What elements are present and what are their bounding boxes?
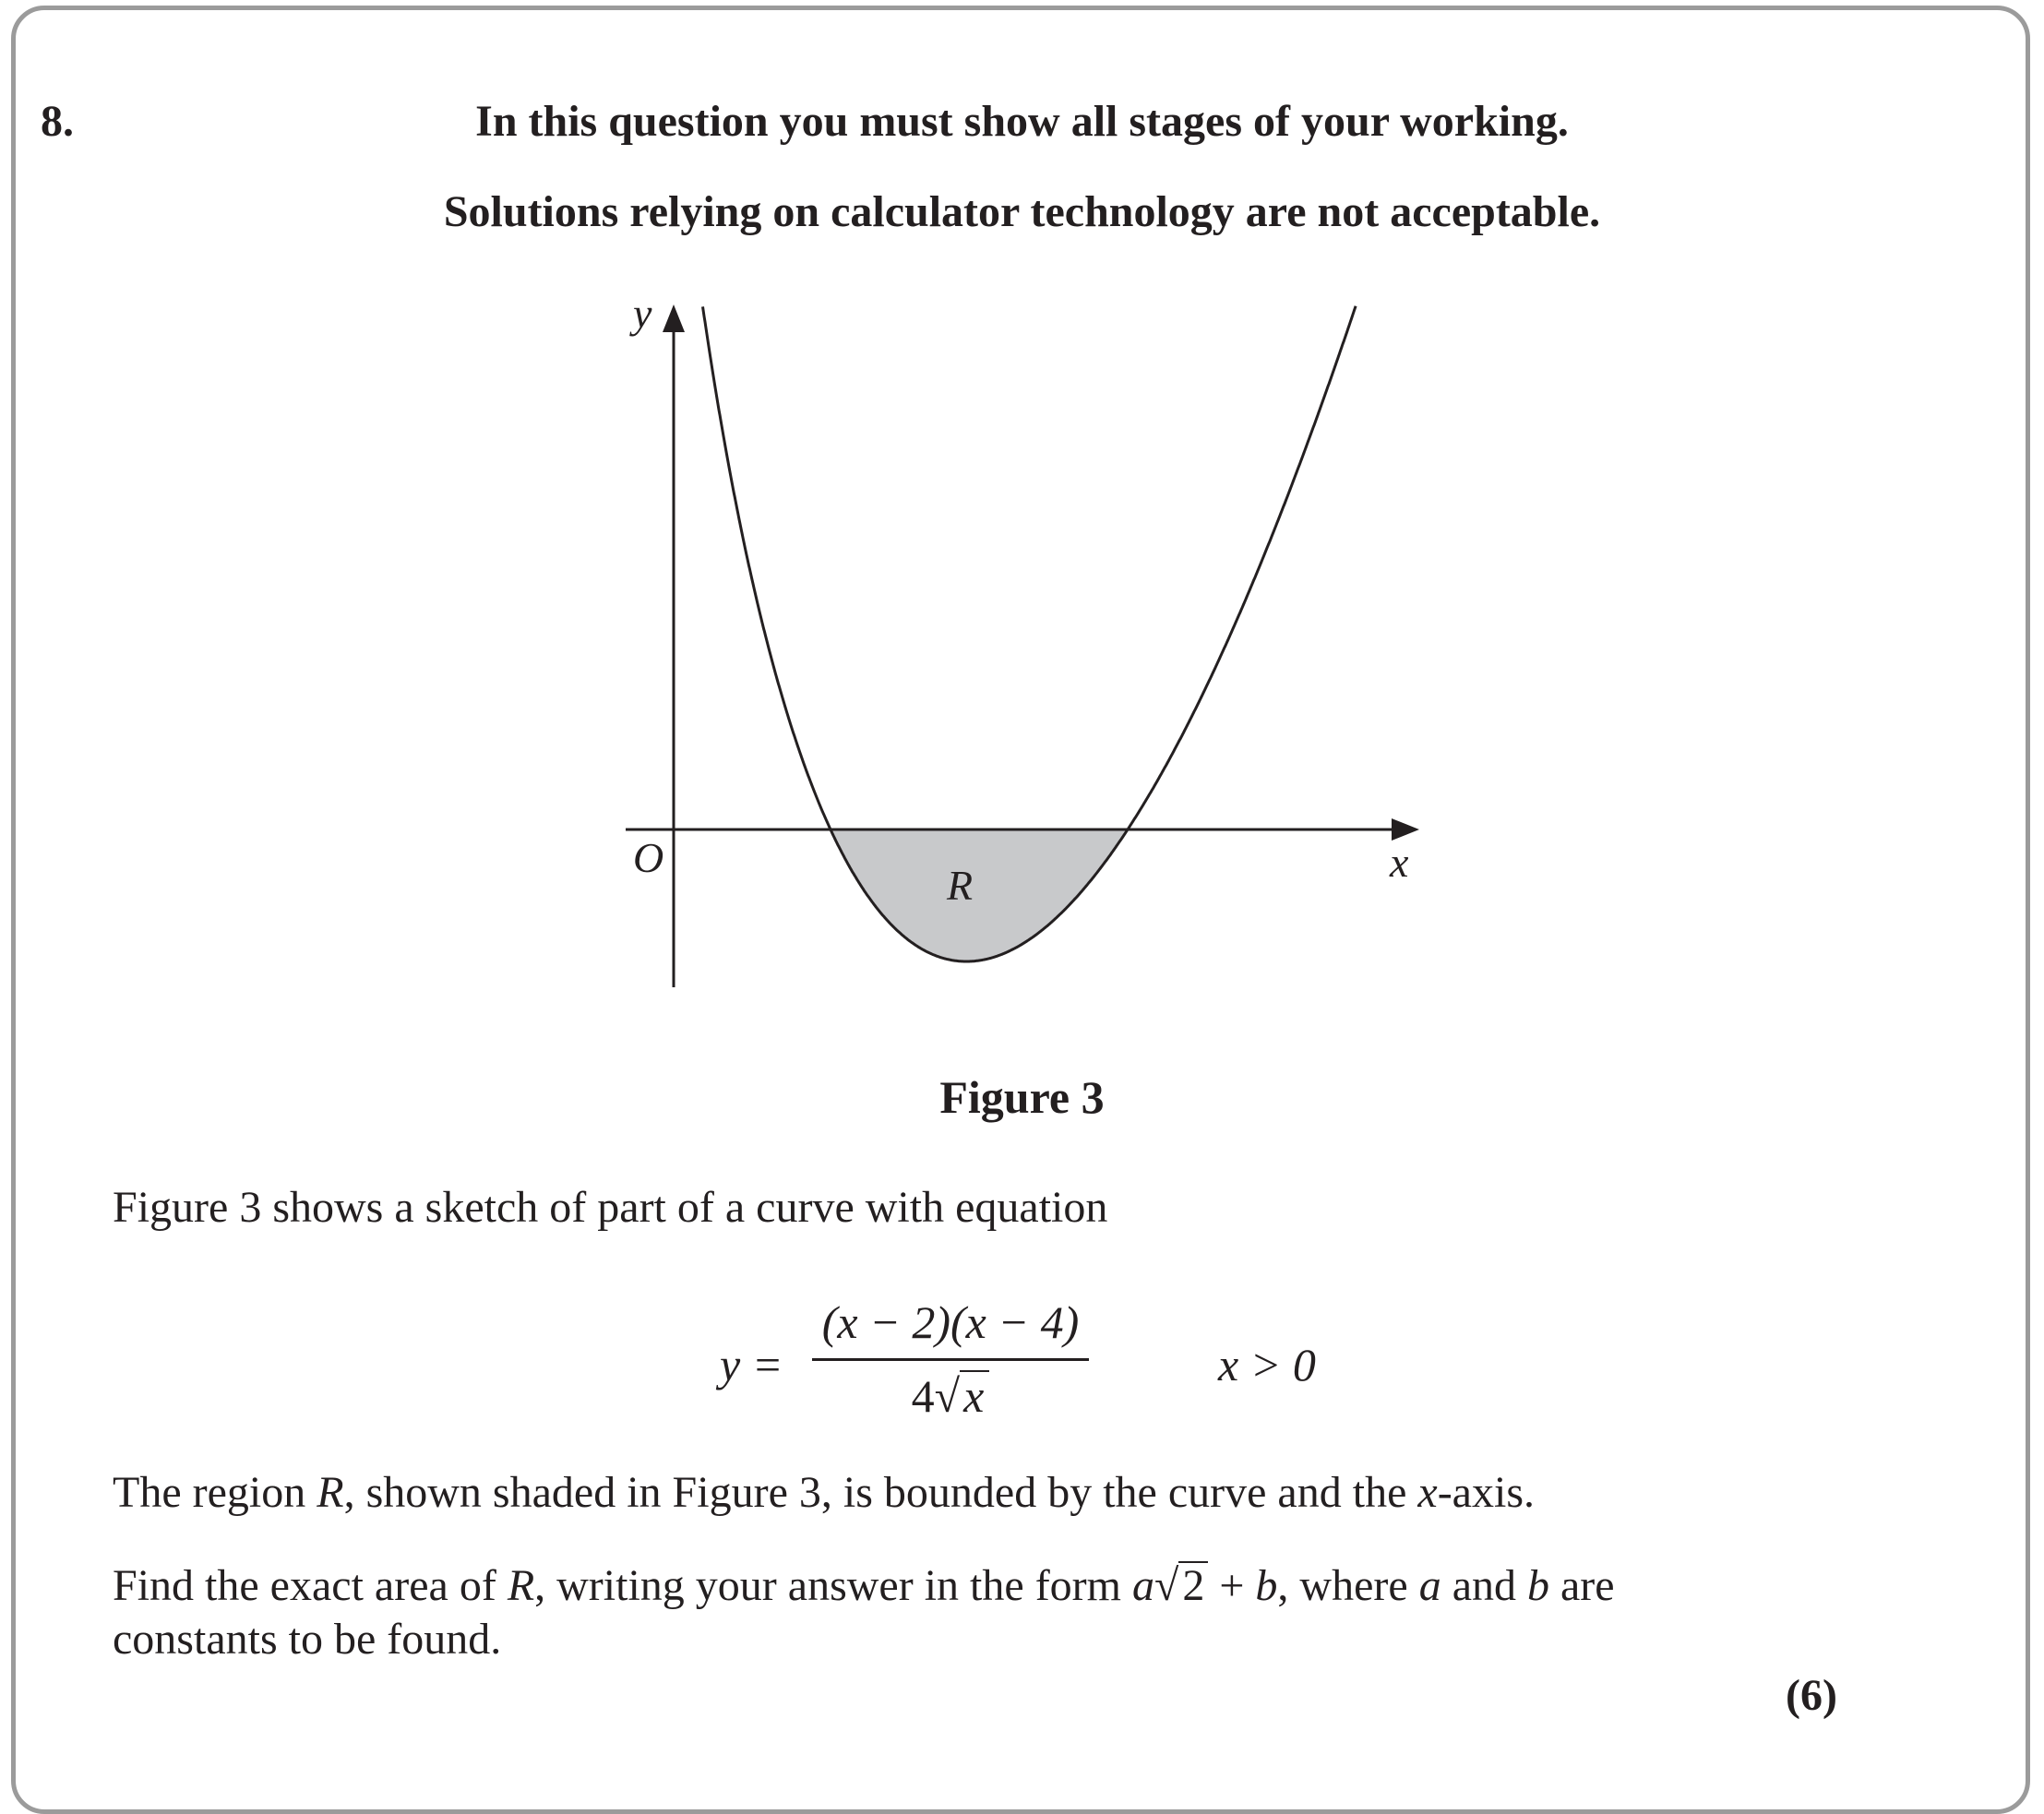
task-text-3: , where [1277,1561,1419,1610]
equation-fraction [812,1290,1089,1426]
form-b: b [1255,1561,1278,1610]
task-text-b: b [1527,1561,1549,1610]
task-text-5: are [1549,1561,1615,1610]
task-text-2: , writing your answer in the form [534,1561,1132,1610]
shaded-region-r [831,829,1128,961]
x-axis-arrowhead [1392,818,1419,841]
task-text-r: R [507,1561,535,1610]
task-text-line2: constants to be found. [113,1615,502,1664]
equation-numerator: (x − 2)(x − 4) [821,1296,1080,1348]
region-text-1: The region [113,1468,317,1517]
curve-equation [720,1290,1458,1428]
domain-condition: x > 0 [1218,1339,1316,1390]
task-text: Find the exact area of R, writing your answer in the form a√2 + b, where a and b are constants to be found. [113,1561,1615,1664]
region-label: R [947,862,974,909]
fraction-bar [812,1358,1089,1361]
task-text-1: Find the exact area of [113,1561,508,1610]
x-axis-label: x [1390,839,1409,886]
region-text-x: x [1417,1468,1438,1517]
form-a: a [1132,1561,1154,1610]
question-number: 8. [41,97,74,146]
instruction-working: In this question you must show all stages of your working. [475,97,1569,146]
intro-text: Figure 3 shows a sketch of part of a curve with equation [113,1183,1108,1232]
region-description [113,1467,1535,1518]
task-text-a: a [1418,1561,1441,1610]
marks-allocation: (6) [1786,1671,1837,1720]
equation-denominator: 4√x [812,1366,1089,1426]
origin-label: O [633,834,664,881]
region-text-2: , shown shaded in Figure 3, is bounded by the curve and the [343,1468,1418,1517]
figure-caption: Figure 3 [939,1071,1105,1123]
form-radicand: 2 [1178,1561,1208,1609]
denominator-radicand: x [960,1370,989,1420]
equation-lhs: y = [720,1339,783,1390]
region-text-r: R [317,1468,344,1517]
form-plus: + [1208,1561,1256,1610]
region-text-3: -axis. [1437,1468,1535,1517]
y-axis-label: y [633,290,652,337]
task-text-4: and [1440,1561,1527,1610]
denominator-coefficient: 4 [911,1370,935,1422]
y-axis-arrowhead [663,304,685,332]
instruction-calculator: Solutions relying on calculator technology are not acceptable. [443,187,1601,236]
